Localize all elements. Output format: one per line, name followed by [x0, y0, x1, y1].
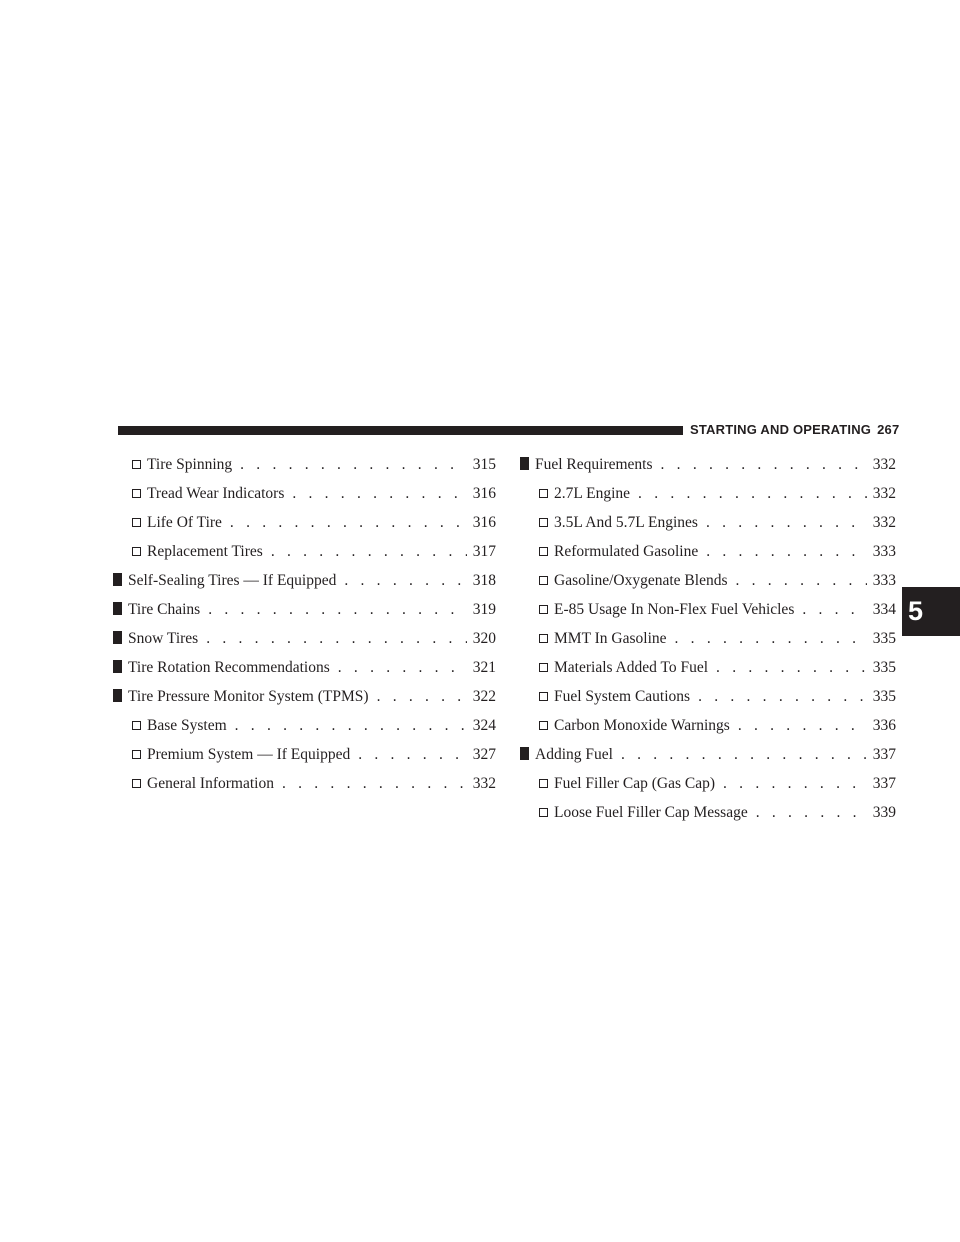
toc-entry-title: 3.5L And 5.7L Engines: [554, 514, 698, 531]
toc-subentry[interactable]: [113, 537, 496, 566]
toc-subentry[interactable]: [520, 798, 896, 827]
filled-square-bullet-icon: [113, 573, 122, 586]
toc-entry-page: 335: [872, 630, 896, 647]
dot-leader: [232, 450, 467, 479]
hollow-square-bullet-icon: [539, 779, 548, 788]
dot-leader: [227, 711, 467, 740]
dot-leader: [200, 595, 467, 624]
toc-entry-title: Tire Rotation Recommendations: [128, 659, 330, 676]
dot-leader: [727, 566, 866, 595]
hollow-square-bullet-icon: [539, 808, 548, 817]
toc-subentry[interactable]: [113, 769, 496, 798]
toc-subentry[interactable]: [520, 508, 896, 537]
toc-entry-page: 319: [472, 601, 496, 618]
toc-entry-page: 316: [472, 514, 496, 531]
toc-subentry[interactable]: [520, 653, 896, 682]
hollow-square-bullet-icon: [132, 721, 141, 730]
toc-entry-title: Gasoline/Oxygenate Blends: [554, 572, 728, 589]
toc-entry-title: Fuel Filler Cap (Gas Cap): [554, 775, 716, 792]
toc-entry-title: Adding Fuel: [535, 746, 613, 763]
chapter-tab: 5: [902, 587, 960, 636]
dot-leader: [698, 537, 867, 566]
toc-entry[interactable]: [113, 595, 496, 624]
dot-leader: [330, 653, 467, 682]
toc-entry-title: Materials Added To Fuel: [554, 659, 709, 676]
dot-leader: [222, 508, 467, 537]
hollow-square-bullet-icon: [132, 779, 141, 788]
toc-entry-page: 335: [872, 659, 896, 676]
toc-subentry[interactable]: [113, 508, 496, 537]
hollow-square-bullet-icon: [132, 460, 141, 469]
toc-left-column: [113, 450, 496, 798]
toc-entry-page: 317: [472, 543, 496, 560]
toc-entry-page: 324: [472, 717, 496, 734]
toc-entry-page: 332: [472, 775, 496, 792]
toc-entry-title: Replacement Tires: [147, 543, 263, 560]
toc-subentry[interactable]: [520, 595, 896, 624]
filled-square-bullet-icon: [113, 602, 122, 615]
toc-entry-title: Tire Spinning: [147, 456, 233, 473]
toc-subentry[interactable]: [113, 711, 496, 740]
toc-subentry[interactable]: [113, 450, 496, 479]
toc-entry-title: 2.7L Engine: [554, 485, 631, 502]
toc-subentry[interactable]: [113, 479, 496, 508]
dot-leader: [350, 740, 467, 769]
dot-leader: [263, 537, 467, 566]
hollow-square-bullet-icon: [539, 634, 548, 643]
toc-entry-page: 327: [472, 746, 496, 763]
header-rule: [118, 426, 683, 435]
dot-leader: [613, 740, 867, 769]
toc-subentry[interactable]: [520, 711, 896, 740]
toc-subentry[interactable]: [520, 769, 896, 798]
hollow-square-bullet-icon: [132, 489, 141, 498]
dot-leader: [715, 769, 867, 798]
toc-entry-page: 315: [472, 456, 496, 473]
toc-entry-title: Loose Fuel Filler Cap Message: [554, 804, 748, 821]
toc-subentry[interactable]: [520, 566, 896, 595]
toc-entry-title: Snow Tires: [128, 630, 199, 647]
dot-leader: [284, 479, 466, 508]
toc-entry-title: Reformulated Gasoline: [554, 543, 699, 560]
dot-leader: [708, 653, 867, 682]
dot-leader: [748, 798, 867, 827]
toc-entry-title: Tire Chains: [128, 601, 201, 618]
page-number: 267: [877, 422, 900, 437]
toc-entry-title: Premium System — If Equipped: [147, 746, 351, 763]
filled-square-bullet-icon: [113, 660, 122, 673]
toc-entry[interactable]: [113, 682, 496, 711]
hollow-square-bullet-icon: [539, 605, 548, 614]
toc-entry-title: Fuel Requirements: [535, 456, 653, 473]
hollow-square-bullet-icon: [132, 518, 141, 527]
toc-entry[interactable]: [113, 624, 496, 653]
toc-entry-page: 333: [872, 572, 896, 589]
hollow-square-bullet-icon: [132, 547, 141, 556]
toc-entry-title: Life Of Tire: [147, 514, 222, 531]
hollow-square-bullet-icon: [539, 663, 548, 672]
toc-entry-title: E-85 Usage In Non-Flex Fuel Vehicles: [554, 601, 795, 618]
toc-entry-page: 320: [472, 630, 496, 647]
toc-entry-page: 332: [872, 514, 896, 531]
toc-entry-page: 335: [872, 688, 896, 705]
dot-leader: [198, 624, 467, 653]
toc-entry-page: 337: [872, 775, 896, 792]
toc-right-column: [520, 450, 896, 827]
toc-entry-page: 332: [872, 456, 896, 473]
dot-leader: [274, 769, 467, 798]
toc-subentry[interactable]: [520, 624, 896, 653]
toc-entry-page: 316: [472, 485, 496, 502]
toc-subentry[interactable]: [520, 682, 896, 711]
toc-entry-page: 322: [472, 688, 496, 705]
toc-entry[interactable]: [520, 450, 896, 479]
toc-subentry[interactable]: [520, 479, 896, 508]
dot-leader: [667, 624, 867, 653]
dot-leader: [653, 450, 867, 479]
toc-entry-title: Self-Sealing Tires — If Equipped: [128, 572, 337, 589]
toc-entry[interactable]: [113, 653, 496, 682]
toc-entry[interactable]: [520, 740, 896, 769]
toc-entry-page: 333: [872, 543, 896, 560]
toc-entry-page: 337: [872, 746, 896, 763]
dot-leader: [698, 508, 867, 537]
dot-leader: [730, 711, 867, 740]
filled-square-bullet-icon: [520, 747, 529, 760]
dot-leader: [690, 682, 867, 711]
filled-square-bullet-icon: [113, 631, 122, 644]
dot-leader: [794, 595, 866, 624]
toc-entry-title: Base System: [147, 717, 227, 734]
hollow-square-bullet-icon: [539, 692, 548, 701]
hollow-square-bullet-icon: [539, 576, 548, 585]
toc-entry-page: 339: [872, 804, 896, 821]
hollow-square-bullet-icon: [539, 489, 548, 498]
toc-entry-page: 332: [872, 485, 896, 502]
toc-entry-page: 318: [472, 572, 496, 589]
toc-entry[interactable]: [113, 566, 496, 595]
toc-entry-page: 336: [872, 717, 896, 734]
dot-leader: [336, 566, 466, 595]
filled-square-bullet-icon: [113, 689, 122, 702]
toc-entry-title: Carbon Monoxide Warnings: [554, 717, 730, 734]
toc-entry-page: 334: [872, 601, 896, 618]
dot-leader: [369, 682, 467, 711]
toc-entry-title: Tire Pressure Monitor System (TPMS): [128, 688, 369, 705]
hollow-square-bullet-icon: [539, 547, 548, 556]
hollow-square-bullet-icon: [539, 721, 548, 730]
hollow-square-bullet-icon: [132, 750, 141, 759]
toc-entry-title: MMT In Gasoline: [554, 630, 667, 647]
toc-entry-title: General Information: [147, 775, 274, 792]
hollow-square-bullet-icon: [539, 518, 548, 527]
toc-subentry[interactable]: [520, 537, 896, 566]
toc-subentry[interactable]: [113, 740, 496, 769]
dot-leader: [630, 479, 867, 508]
filled-square-bullet-icon: [520, 457, 529, 470]
toc-entry-page: 321: [472, 659, 496, 676]
section-title: STARTING AND OPERATING: [690, 422, 872, 437]
running-header: [690, 422, 899, 438]
toc-entry-title: Fuel System Cautions: [554, 688, 691, 705]
toc-entry-title: Tread Wear Indicators: [147, 485, 285, 502]
